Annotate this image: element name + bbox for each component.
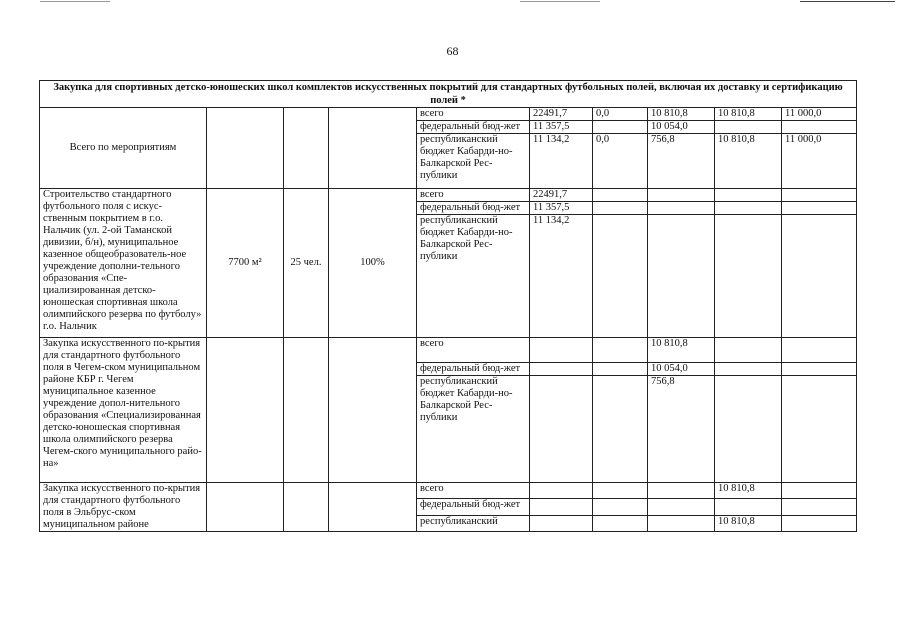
cell-value: 11 134,2 xyxy=(530,215,593,338)
page-top-edge xyxy=(0,1,905,3)
row-label: федеральный бюд-жет xyxy=(417,202,530,215)
cell-value: 22491,7 xyxy=(530,189,593,202)
row-label: республиканский бюджет Кабарди-но-Балкарской Рес-публики xyxy=(417,215,530,338)
cell-value: 0,0 xyxy=(593,108,648,121)
project-1-people: 25 чел. xyxy=(284,189,329,338)
project-2-name: Закупка искусственного по-крытия для стандартного футбольного поля в Чегем-ском муниципальном районе КБР г. Чегем муниципальное казенное учреждение допол-нительного образования «Специализированная детско-юношеская спортивная школа олимпийского резерва Чегем-ского муниципального райо-на» xyxy=(40,338,207,483)
cell-value: 0,0 xyxy=(593,134,648,189)
row-label: всего xyxy=(417,108,530,121)
cell-value: 10 810,8 xyxy=(715,483,782,499)
cell-value: 11 000,0 xyxy=(782,108,857,121)
cell-value: 10 810,8 xyxy=(715,515,782,531)
project-1-percent: 100% xyxy=(329,189,417,338)
row-label: всего xyxy=(417,338,530,363)
table-row xyxy=(40,108,857,121)
cell-value: 10 054,0 xyxy=(648,121,715,134)
cell-value: 10 810,8 xyxy=(715,134,782,189)
page-number: 68 xyxy=(446,44,459,58)
cell-value: 756,8 xyxy=(648,376,715,483)
table-row xyxy=(40,338,857,363)
row-label: федеральный бюд-жет xyxy=(417,363,530,376)
row-label: республиканский xyxy=(417,515,530,531)
table-row xyxy=(40,189,857,202)
row-label: республиканский бюджет Кабарди-но-Балкарской Рес-публики xyxy=(417,134,530,189)
table-row xyxy=(40,483,857,499)
project-3-name: Закупка искусственного по-крытия для стандартного футбольного поля в Эльбрус-ском муниципальном районе xyxy=(40,483,207,532)
cell-value: 10 810,8 xyxy=(648,108,715,121)
cell-value: 10 054,0 xyxy=(648,363,715,376)
cell-value: 11 000,0 xyxy=(782,134,857,189)
cell-value: 10 810,8 xyxy=(715,108,782,121)
section-title-row xyxy=(40,81,857,108)
cell-value: 10 810,8 xyxy=(648,338,715,363)
project-1-area: 7700 м² xyxy=(207,189,284,338)
cell-value xyxy=(715,121,782,134)
cell-value: 11 357,5 xyxy=(530,121,593,134)
cell-value: 11 134,2 xyxy=(530,134,593,189)
budget-table xyxy=(39,80,857,532)
section-title: Закупка для спортивных детско-юношеских школ комплектов искусственных покрытий для стандартных футбольных полей, включая их доставку и сертификацию полей * xyxy=(40,81,857,108)
row-label: всего xyxy=(417,483,530,499)
row-label: республиканский бюджет Кабарди-но-Балкарской Рес-публики xyxy=(417,376,530,483)
row-label: федеральный бюд-жет xyxy=(417,121,530,134)
row-label: всего xyxy=(417,189,530,202)
row-label: федеральный бюд-жет xyxy=(417,499,530,515)
total-block-name: Всего по мероприятиям xyxy=(40,108,207,189)
project-1-name: Строительство стандартного футбольного поля с искус-ственным покрытием в г.о. Нальчик (ул. 2-ой Таманской дивизии, б/н), муниципальное казенное общеобразователь-ное учреждение дополни-тельного образования «Спе-циализированная детско-юношеская спортивная школа олимпийского резерва по футболу» г.о. Нальчик xyxy=(40,189,207,338)
cell-value: 22491,7 xyxy=(530,108,593,121)
cell-value: 756,8 xyxy=(648,134,715,189)
cell-value xyxy=(593,121,648,134)
cell-value xyxy=(782,121,857,134)
cell-value: 11 357,5 xyxy=(530,202,593,215)
